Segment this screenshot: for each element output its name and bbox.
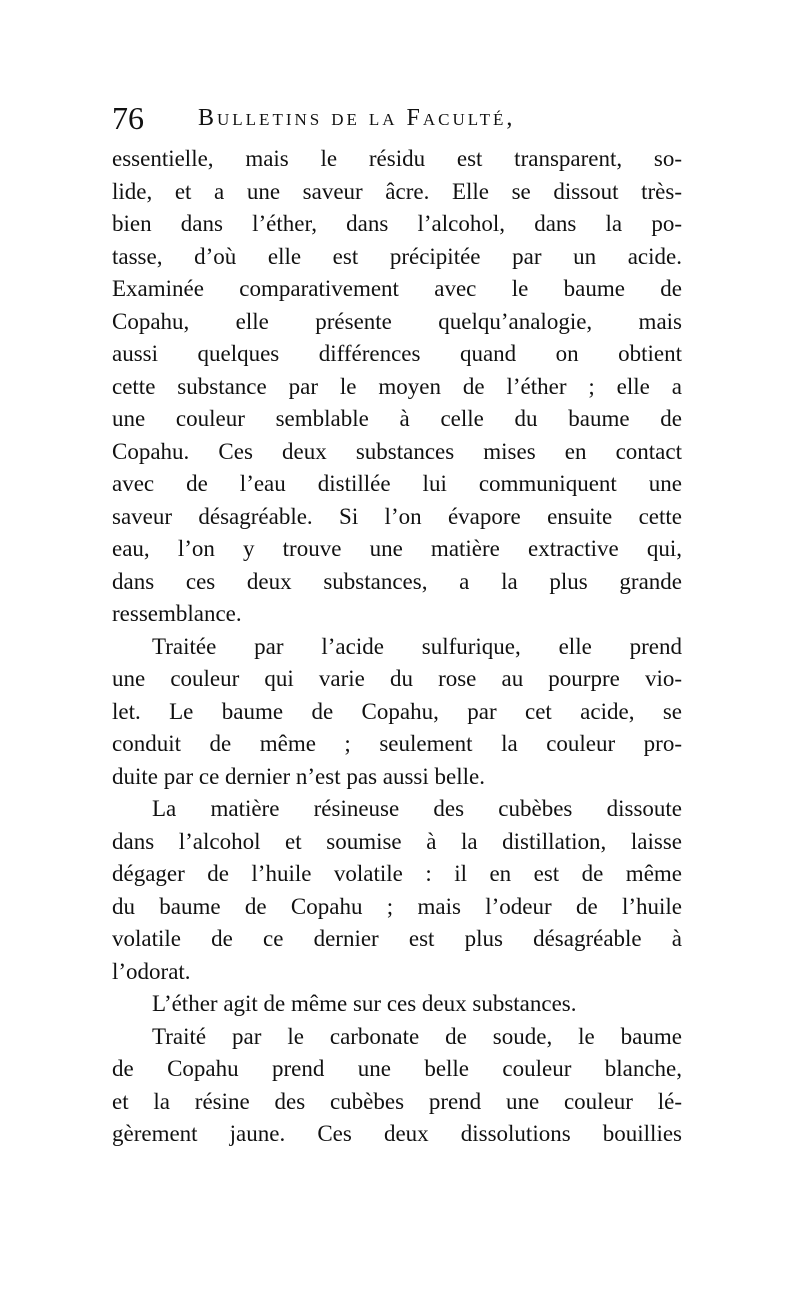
- text-line: let. Le baume de Copahu, par cet acide, se: [112, 698, 682, 724]
- text-line: Traitée par l’acide sulfurique, elle prend: [152, 633, 682, 659]
- text-line: conduit de même ; seulement la couleur pro-: [112, 731, 682, 756]
- text-line: volatile de ce dernier est plus désagréable à: [112, 926, 682, 951]
- text-line: du baume de Copahu ; mais l’odeur de l’huile: [112, 893, 682, 919]
- text-line: dans ces deux substances, a la plus grande: [112, 568, 682, 594]
- text-line: cette substance par le moyen de l’éther ; elle a: [112, 373, 682, 399]
- text-line: essentielle, mais le résidu est transparent, so-: [112, 146, 682, 171]
- text-line: ressemblance.: [112, 601, 242, 626]
- text-line: bien dans l’éther, dans l’alcohol, dans la po-: [112, 211, 682, 236]
- text-line: lide, et a une saveur âcre. Elle se dissout très-: [112, 178, 682, 204]
- page-number: 76: [112, 100, 144, 136]
- body-text: [112, 143, 682, 1151]
- text-line: une couleur qui varie du rose au pourpre vio-: [112, 666, 682, 691]
- text-line: avec de l’eau distillée lui communiquent une: [112, 471, 682, 496]
- text-line: dans l’alcohol et soumise à la distillation, laisse: [112, 828, 682, 854]
- text-line: La matière résineuse des cubèbes dissoute: [152, 796, 682, 821]
- text-line: L’éther agit de même sur ces deux substances.: [152, 991, 577, 1016]
- text-line: Copahu. Ces deux substances mises en contact: [112, 438, 682, 464]
- running-head: Bulletins de la Faculté,: [198, 105, 516, 131]
- text-line: saveur désagréable. Si l’on évapore ensuite cette: [112, 503, 682, 529]
- text-line: dégager de l’huile volatile : il en est de même: [112, 861, 682, 886]
- text-line: l’odorat.: [112, 958, 191, 984]
- text-line: duite par ce dernier n’est pas aussi belle.: [112, 763, 485, 789]
- text-line: Traité par le carbonate de soude, le baume: [152, 1023, 682, 1049]
- text-line: tasse, d’où elle est précipitée par un acide.: [112, 243, 682, 269]
- text-line: eau, l’on y trouve une matière extractive qui,: [112, 536, 682, 561]
- text-line: et la résine des cubèbes prend une couleur lé-: [112, 1088, 682, 1114]
- page-header: [112, 98, 672, 138]
- text-line: aussi quelques différences quand on obtient: [112, 341, 682, 366]
- text-line: une couleur semblable à celle du baume de: [112, 406, 682, 431]
- text-line: Examinée comparativement avec le baume de: [112, 276, 682, 301]
- text-line: de Copahu prend une belle couleur blanche,: [112, 1056, 682, 1081]
- text-line: Copahu, elle présente quelqu’analogie, mais: [112, 308, 682, 334]
- text-line: gèrement jaune. Ces deux dissolutions bouillies: [112, 1121, 682, 1146]
